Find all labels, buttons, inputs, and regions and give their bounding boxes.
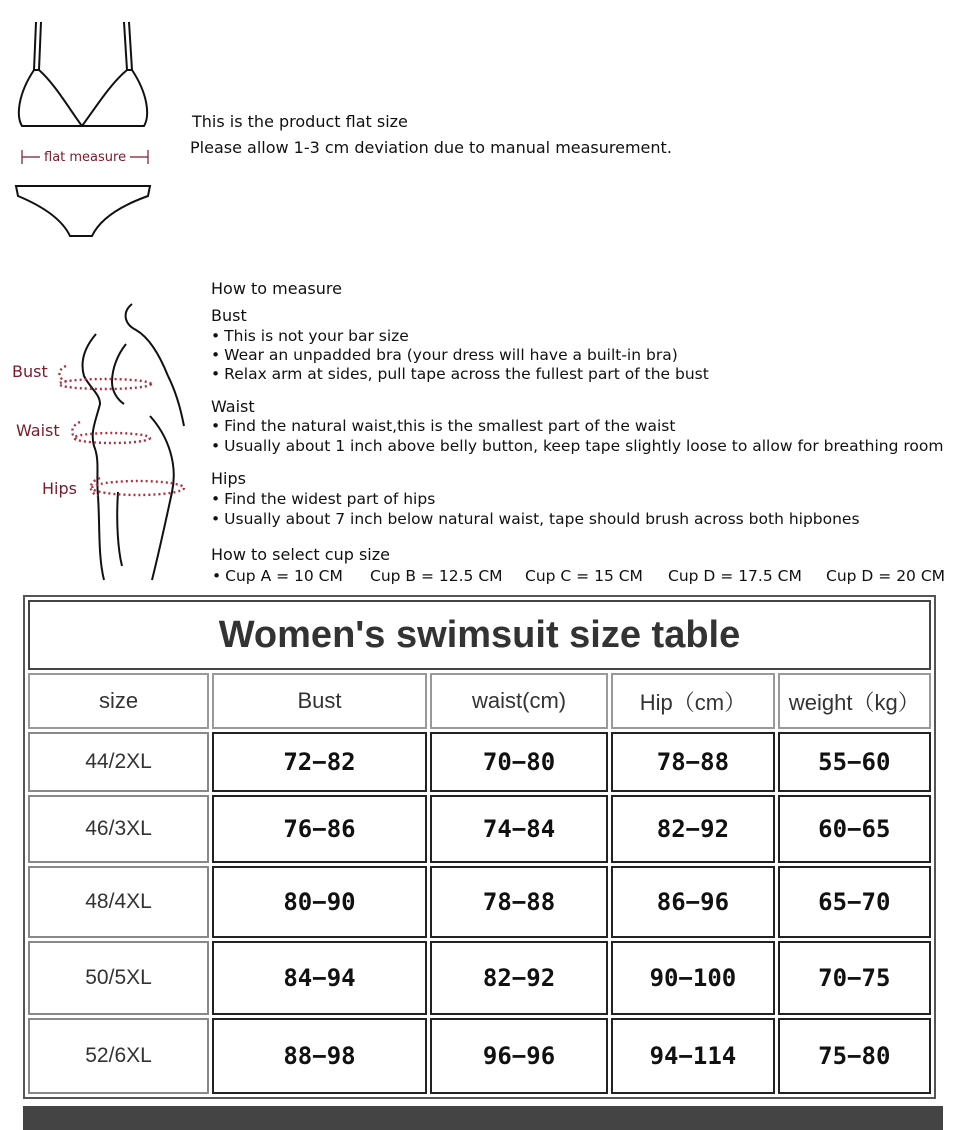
column-header-bust: Bust [212,673,427,729]
hips-section-title: Hips [211,469,246,488]
cup-size-item: Cup D = 17.5 CM [668,567,802,585]
waist-cell: 70−80 [430,732,608,792]
waist-cell: 82−92 [430,941,608,1015]
column-header-waist: waist(cm) [430,673,608,729]
column-header-hip: Hip（cm） [611,673,774,729]
cup-size-item: Cup B = 12.5 CM [370,567,503,585]
bust-tip: • Wear an unpadded bra (your dress will have a built-in bra) [211,346,678,365]
table-row [28,866,931,938]
weight-cell: 65−70 [778,866,931,938]
column-header-weight: weight（kg） [778,673,931,729]
size-cell: 44/2XL [28,732,209,792]
bust-section-title: Bust [211,306,247,325]
weight-cell: 60−65 [778,795,931,863]
bikini-flat-diagram [10,14,160,244]
weight-cell: 70−75 [778,941,931,1015]
figure-hips-label: Hips [42,479,77,498]
cup-size-title: How to select cup size [211,545,390,564]
cup-size-item: Cup C = 15 CM [525,567,643,585]
hip-cell: 90−100 [611,941,774,1015]
bust-cell: 88−98 [212,1018,427,1094]
next-section-banner [23,1106,943,1130]
waist-tip: • Find the natural waist,this is the smallest part of the waist [211,417,675,436]
waist-section-title: Waist [211,397,255,416]
size-table [23,595,936,1099]
size-table-title: Women's swimsuit size table [28,600,931,670]
hip-cell: 78−88 [611,732,774,792]
body-measure-figure [0,296,200,586]
weight-cell: 55−60 [778,732,931,792]
hip-cell: 86−96 [611,866,774,938]
flat-size-note: Please allow 1-3 cm deviation due to manual measurement. [190,138,672,157]
size-cell: 52/6XL [28,1018,209,1094]
table-row [28,941,931,1015]
figure-bust-label: Bust [12,362,48,381]
table-row [28,732,931,792]
table-row [28,795,931,863]
figure-waist-label: Waist [16,421,60,440]
hips-tip: • Find the widest part of hips [211,490,435,509]
hip-cell: 82−92 [611,795,774,863]
column-header-size: size [28,673,209,729]
weight-cell: 75−80 [778,1018,931,1094]
bust-cell: 80−90 [212,866,427,938]
flat-size-title: This is the product flat size [192,112,408,131]
waist-cell: 96−96 [430,1018,608,1094]
bust-cell: 84−94 [212,941,427,1015]
bust-cell: 76−86 [212,795,427,863]
cup-size-item: • Cup A = 10 CM [212,567,343,585]
cup-size-item: Cup D = 20 CM [826,567,946,585]
waist-cell: 74−84 [430,795,608,863]
how-to-measure-heading: How to measure [211,279,342,298]
bust-cell: 72−82 [212,732,427,792]
size-cell: 48/4XL [28,866,209,938]
waist-cell: 78−88 [430,866,608,938]
flat-measure-label: flat measure [44,150,127,165]
waist-tip: • Usually about 1 inch above belly button, keep tape slightly loose to allow for breathing room [211,437,943,456]
size-cell: 50/5XL [28,941,209,1015]
hips-tip: • Usually about 7 inch below natural waist, tape should brush across both hipbones [211,510,860,529]
bust-tip: • Relax arm at sides, pull tape across the fullest part of the bust [211,365,709,384]
size-table-header-row [28,673,931,729]
size-cell: 46/3XL [28,795,209,863]
hip-cell: 94−114 [611,1018,774,1094]
table-row [28,1018,931,1094]
bust-tip: • This is not your bar size [211,327,409,346]
